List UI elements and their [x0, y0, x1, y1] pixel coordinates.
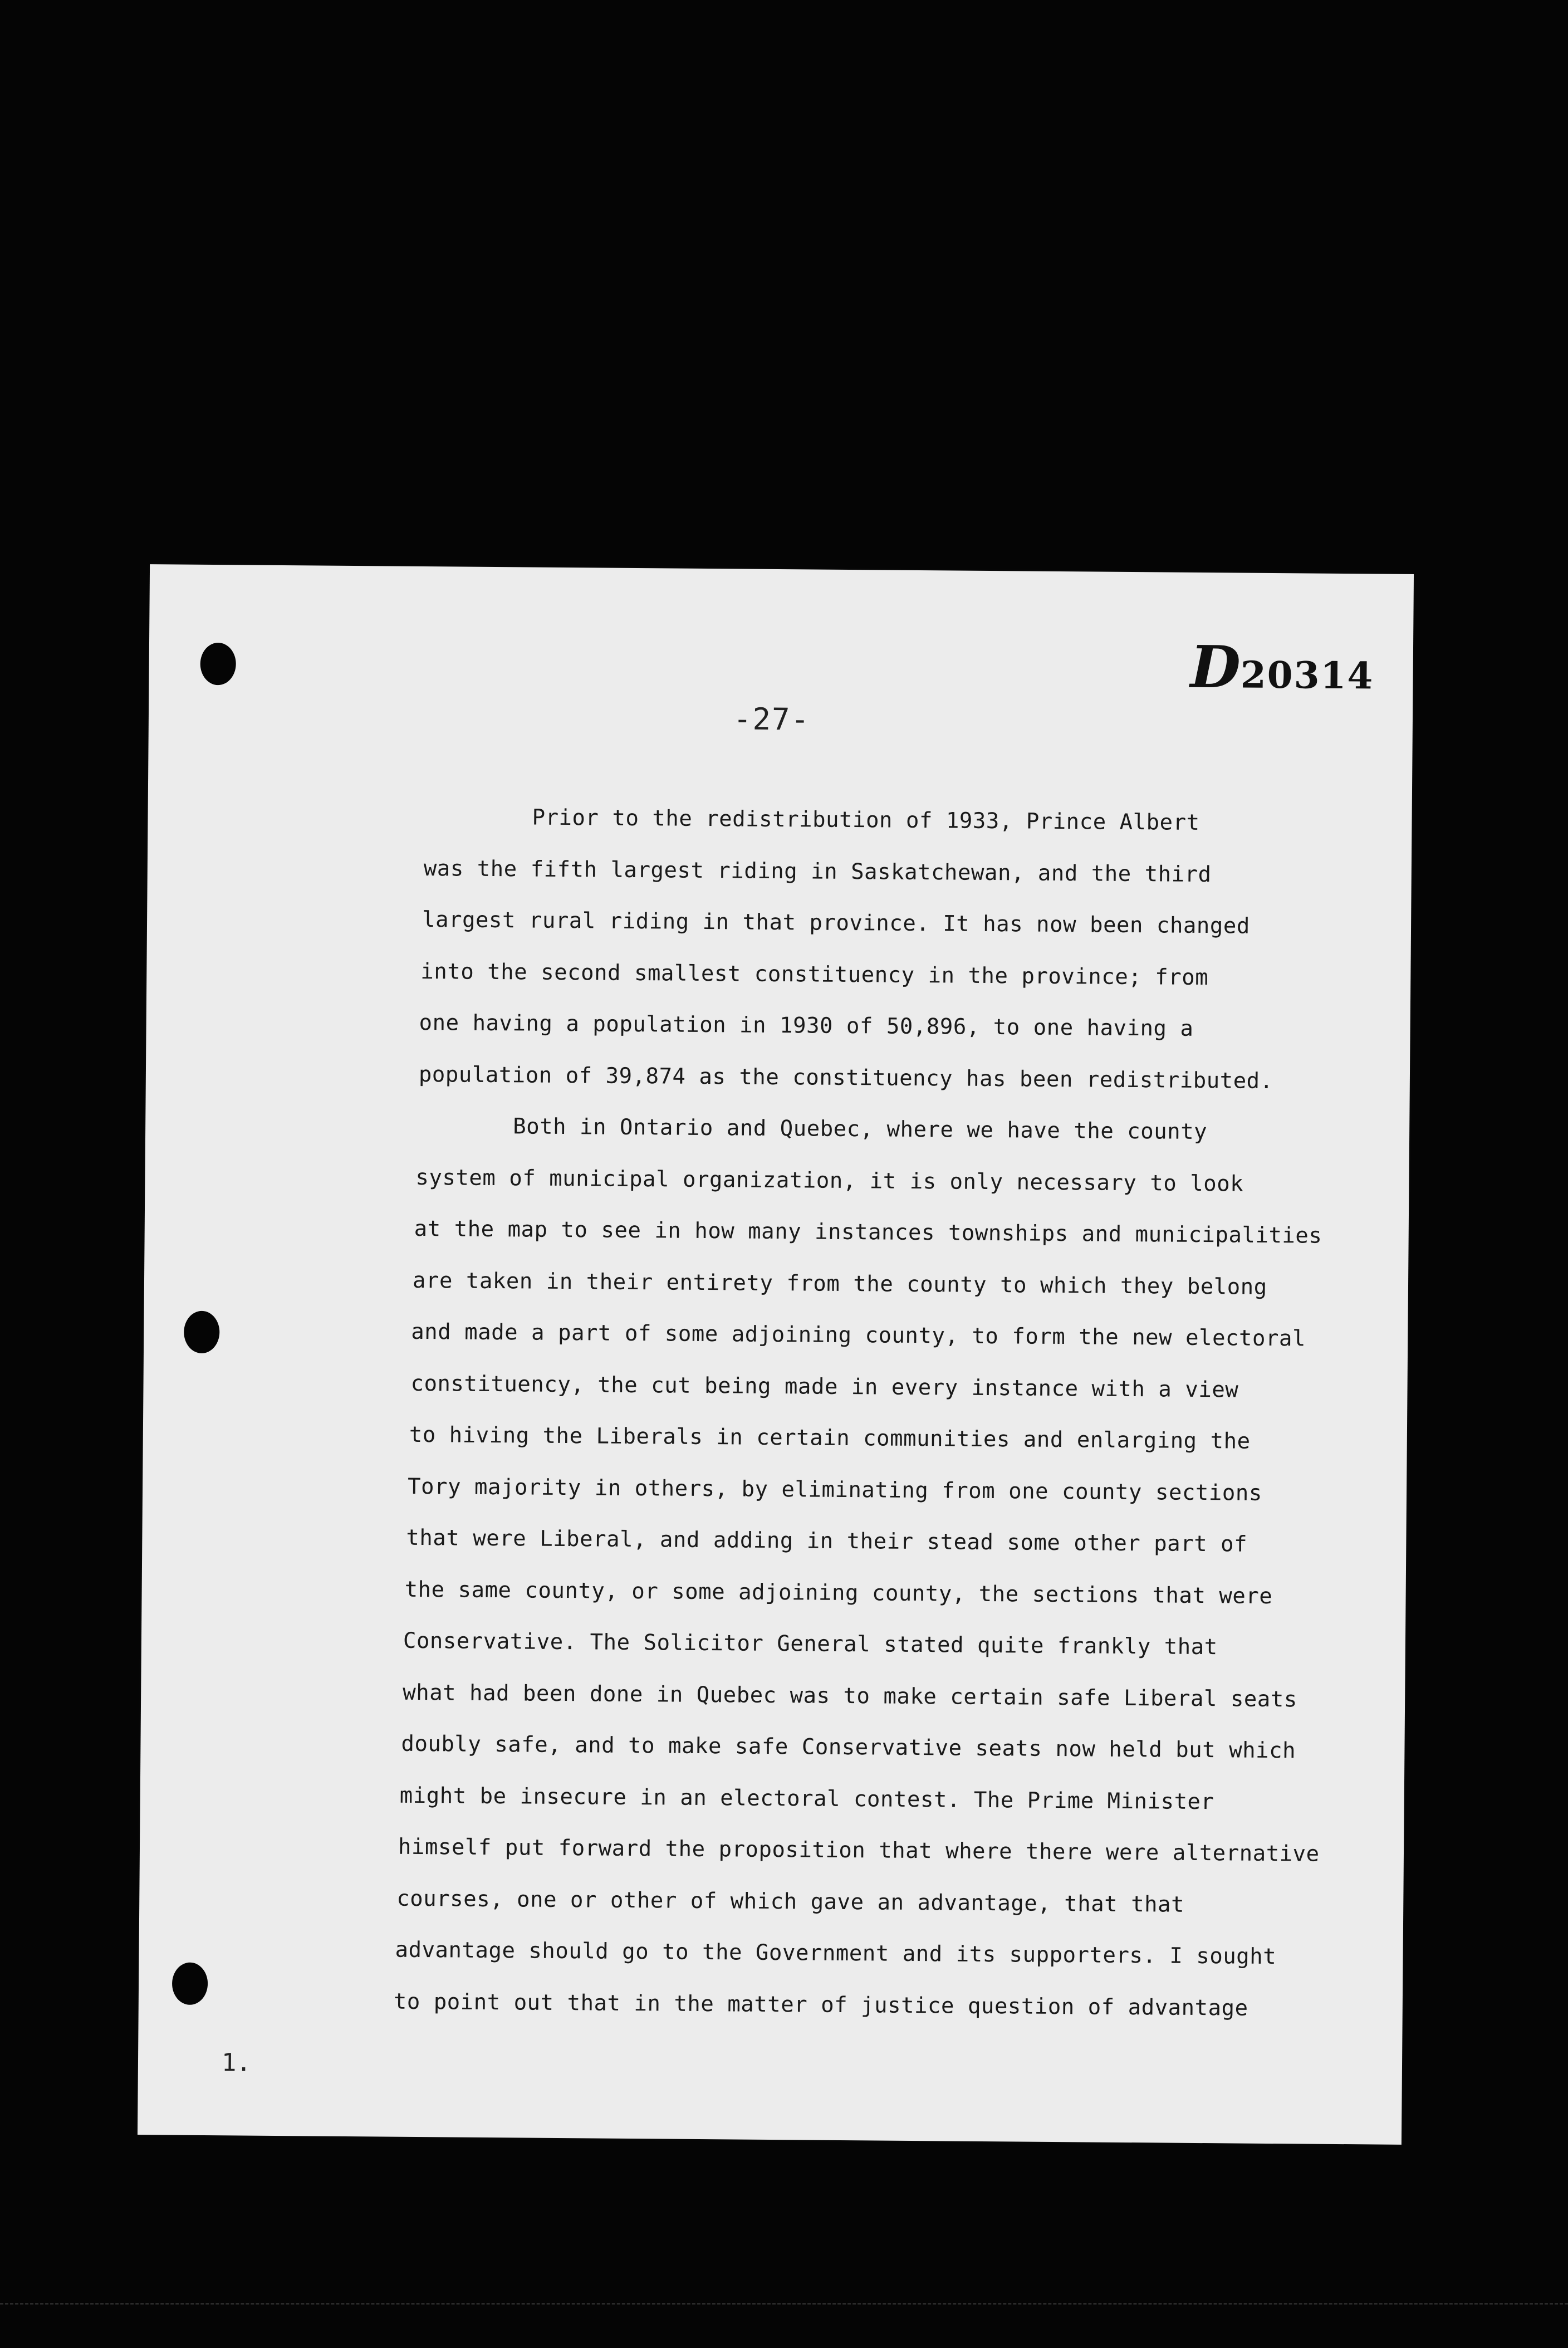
text-line: Conservative. The Solicitor General stated quite frankly that [403, 1628, 1218, 1660]
text-line: and made a part of some adjoining county, to form the new electoral [411, 1319, 1306, 1352]
text-line: are taken in their entirety from the county to which they belong [412, 1268, 1267, 1300]
footer-mark: 1. [221, 2048, 252, 2077]
document-page [138, 564, 1414, 2145]
text-line: one having a population in 1930 of 50,896, to one having a [419, 1010, 1194, 1041]
identifier-prefix: D [1190, 632, 1241, 702]
scan-edge-rule [0, 2303, 1568, 2305]
body-text [138, 564, 1414, 2145]
text-line: Prior to the redistribution of 1933, Prince Albert [532, 805, 1200, 835]
text-line: to hiving the Liberals in certain communities and enlarging the [409, 1422, 1251, 1454]
text-line: doubly safe, and to make safe Conservative seats now held but which [401, 1731, 1296, 1764]
text-line: might be insecure in an electoral contest. The Prime Minister [399, 1783, 1214, 1815]
text-line: advantage should go to the Government and its supporters. I sought [395, 1937, 1277, 1970]
text-line: courses, one or other of which gave an advantage, that that [396, 1886, 1185, 1917]
text-line: the same county, or some adjoining county, the sections that were [404, 1577, 1273, 1610]
text-line: system of municipal organization, it is only necessary to look [415, 1165, 1244, 1197]
text-line: population of 39,874 as the constituency has been redistributed. [418, 1062, 1273, 1094]
text-line: Tory majority in others, by eliminating from one county sections [407, 1474, 1262, 1506]
text-line: largest rural riding in that province. It has now been changed [422, 907, 1251, 939]
text-line: Both in Ontario and Quebec, where we have the county [513, 1114, 1208, 1145]
text-line: into the second smallest constituency in the province; from [420, 958, 1209, 991]
text-line: constituency, the cut being made in every instance with a view [410, 1371, 1239, 1403]
identifier-number: 20314 [1240, 653, 1374, 698]
text-line: at the map to see in how many instances townships and municipalities [414, 1216, 1322, 1249]
text-line: to point out that in the matter of justice question of advantage [393, 1989, 1248, 2021]
page-number: -27- [733, 701, 811, 737]
text-line: that were Liberal, and adding in their stead some other part of [406, 1525, 1248, 1557]
text-line: was the fifth largest riding in Saskatchewan, and the third [423, 856, 1212, 888]
text-line: himself put forward the proposition that where there were alternative [398, 1834, 1320, 1867]
text-line: what had been done in Quebec was to make certain safe Liberal seats [403, 1680, 1298, 1713]
